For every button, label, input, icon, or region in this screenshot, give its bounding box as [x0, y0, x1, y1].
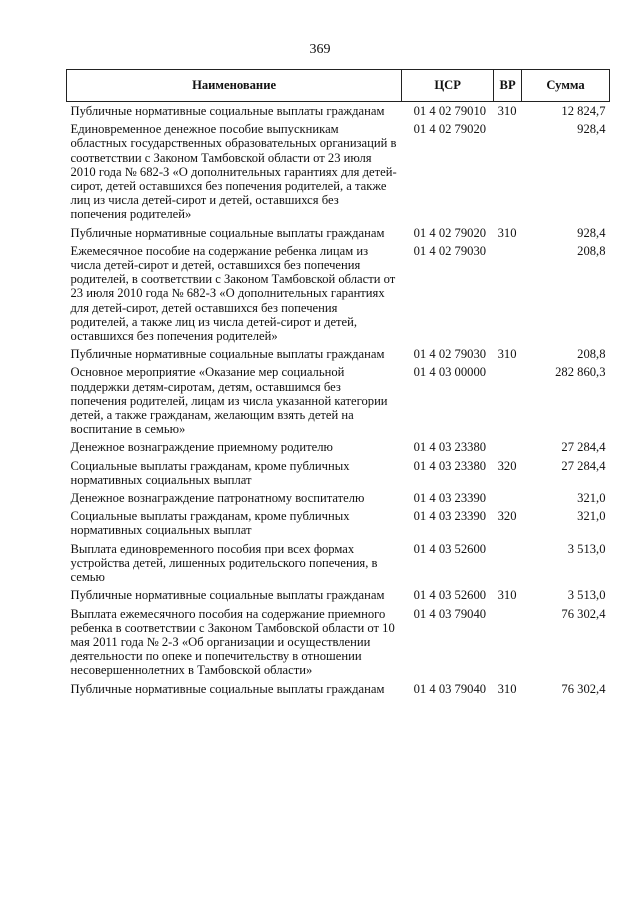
table-row — [67, 244, 610, 347]
row-name: Публичные нормативные социальные выплаты гражданам — [70, 588, 385, 603]
row-name: Выплата ежемесячного пособия на содержание приемного ребенка в соответствии с Законом Тамбовской области от 10 мая 2011 года № 2-З «Об организации и осуществлении деятельности по опеке и попечительству в отношении несовершеннолетних в Тамбовской области» — [70, 606, 395, 678]
row-name: Публичные нормативные социальные выплаты гражданам — [70, 681, 385, 696]
row-vr — [494, 491, 522, 509]
row-sum: 3 513,0 — [567, 588, 606, 603]
row-name: Публичные нормативные социальные выплаты гражданам — [70, 104, 385, 118]
row-vr: 310 — [497, 225, 517, 240]
row-name: Денежное вознаграждение патронатному воспитателю — [70, 491, 365, 506]
table-row — [67, 365, 610, 440]
row-sum: 27 284,4 — [561, 440, 606, 455]
row-name: Публичные нормативные социальные выплаты гражданам — [70, 347, 385, 362]
header-sum: Сумма — [522, 70, 610, 102]
row-sum: 928,4 — [577, 225, 606, 240]
row-csr: 01 4 02 79030 — [413, 347, 487, 362]
table-row — [67, 607, 610, 682]
row-csr: 01 4 03 79040 — [413, 681, 487, 696]
table-row — [67, 682, 610, 700]
row-sum: 27 284,4 — [561, 458, 606, 473]
table-row — [67, 491, 610, 509]
table-row — [67, 588, 610, 606]
table-header — [67, 70, 610, 102]
row-name: Социальные выплаты гражданам, кроме публичных нормативных социальных выплат — [70, 458, 350, 487]
row-sum: 282 860,3 — [555, 365, 606, 380]
row-vr: 320 — [497, 458, 517, 473]
row-csr: 01 4 03 23380 — [413, 440, 487, 455]
row-csr: 01 4 03 00000 — [413, 365, 487, 380]
row-name: Выплата единовременного пособия при всех формах устройства детей, лишенных родительского попечения, в семью — [70, 541, 378, 585]
row-vr: 310 — [497, 588, 517, 603]
row-name: Основное мероприятие «Оказание мер социальной поддержки детям-сиротам, детям, оставшимся без попечения родителей, лицам из числа указанной категории детей, а также гражданам, желающим взять детей на воспитание в семью» — [70, 365, 388, 437]
table-row — [67, 122, 610, 225]
row-csr: 01 4 02 79020 — [413, 122, 487, 137]
table-body — [67, 102, 610, 700]
row-sum: 928,4 — [577, 122, 606, 137]
row-vr — [494, 122, 522, 225]
row-vr — [494, 244, 522, 347]
row-csr: 01 4 03 52600 — [413, 588, 487, 603]
row-csr: 01 4 03 23390 — [413, 509, 487, 524]
page-number: 369 — [309, 42, 331, 57]
row-csr: 01 4 02 79010 — [413, 104, 487, 118]
table-row — [67, 440, 610, 458]
row-sum: 3 513,0 — [567, 541, 606, 556]
row-sum: 76 302,4 — [561, 606, 606, 621]
row-vr: 310 — [497, 681, 517, 696]
row-csr: 01 4 03 52600 — [413, 541, 487, 556]
row-name: Единовременное денежное пособие выпускникам областных государственных образовательных организаций в соответствии с Законом Тамбовской области от 23 июля 2010 года № 682-З «О дополнительных гарантиях для детей-сирот, детей оставшихся без попечения родителей, а также лиц из числа детей-сирот и детей, оставшихся без попечения родителей» — [70, 122, 397, 222]
table-row — [67, 509, 610, 541]
row-vr — [494, 542, 522, 589]
table-row — [67, 347, 610, 365]
row-sum: 321,0 — [577, 491, 606, 506]
row-sum: 321,0 — [577, 509, 606, 524]
row-vr: 310 — [497, 104, 517, 118]
header-vr: ВР — [494, 70, 522, 102]
table-row — [67, 459, 610, 491]
row-csr: 01 4 03 23390 — [413, 491, 487, 506]
row-vr — [494, 365, 522, 440]
row-vr — [494, 440, 522, 458]
row-csr: 01 4 03 79040 — [413, 606, 487, 621]
row-sum: 208,8 — [577, 243, 606, 258]
row-vr — [494, 607, 522, 682]
row-csr: 01 4 02 79030 — [413, 243, 487, 258]
row-sum: 12 824,7 — [561, 104, 606, 118]
row-sum: 208,8 — [577, 347, 606, 362]
budget-table — [66, 69, 610, 700]
table-row — [67, 102, 610, 123]
header-csr: ЦСР — [402, 70, 494, 102]
header-name: Наименование — [67, 70, 402, 102]
row-name: Денежное вознаграждение приемному родителю — [70, 440, 333, 455]
table-row — [67, 542, 610, 589]
row-sum: 76 302,4 — [561, 681, 606, 696]
row-vr: 320 — [497, 509, 517, 524]
row-name: Социальные выплаты гражданам, кроме публичных нормативных социальных выплат — [70, 509, 350, 538]
row-name: Ежемесячное пособие на содержание ребенка лицам из числа детей-сирот и детей, оставшихся без попечения родителей, в соответствии с Законом Тамбовской области от 23 июля 2010 года № 682-З «О дополнительных гарантиях для детей-сирот, детей оставшихся без попечения родителей, а также лиц из числа детей-сирот и детей, оставшихся без попечения родителей» — [70, 243, 396, 344]
row-csr: 01 4 03 23380 — [413, 458, 487, 473]
row-csr: 01 4 02 79020 — [413, 225, 487, 240]
row-vr: 310 — [497, 347, 517, 362]
row-name: Публичные нормативные социальные выплаты гражданам — [70, 225, 385, 240]
table-row — [67, 226, 610, 244]
